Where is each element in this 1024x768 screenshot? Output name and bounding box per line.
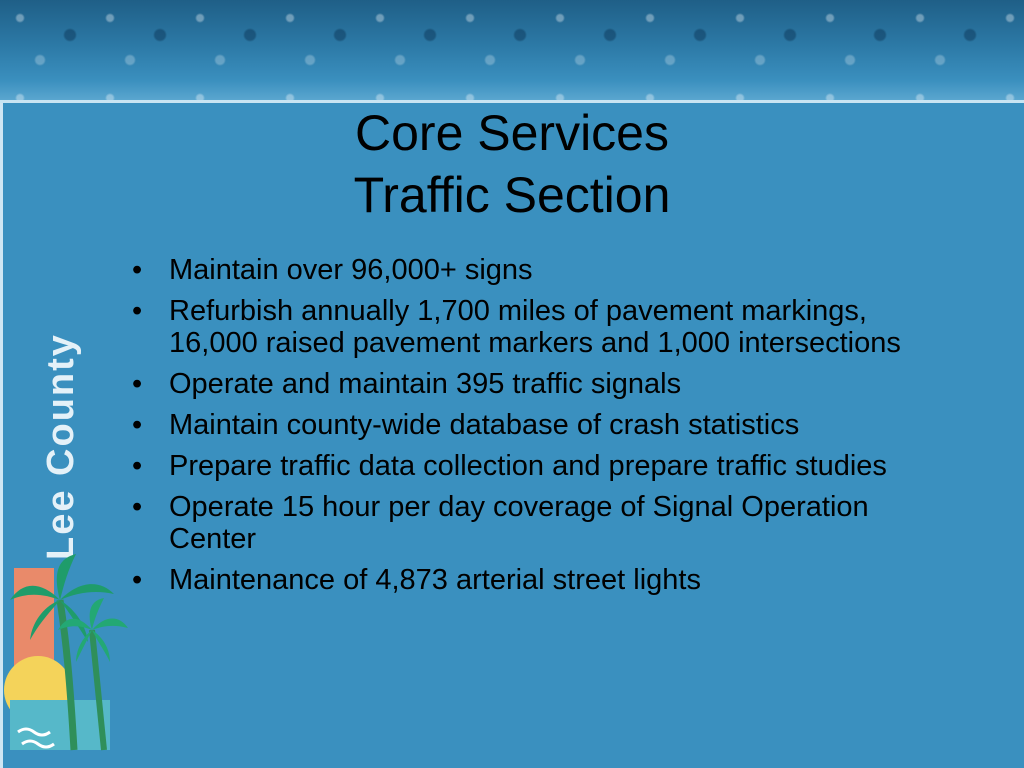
- title-line-1: Core Services: [355, 105, 669, 161]
- lee-county-logo-text: Lee County: [40, 333, 82, 560]
- bullet-list: [128, 254, 928, 605]
- title-line-2: Traffic Section: [353, 167, 671, 223]
- bullet-item: • Prepare traffic data collection and prepare traffic studies: [128, 450, 928, 482]
- bullet-item: • Maintenance of 4,873 arterial street lights: [128, 564, 928, 596]
- slide-title: [0, 102, 1024, 226]
- bullet-item: • Operate and maintain 395 traffic signals: [128, 368, 928, 400]
- bullet-item: • Maintain county-wide database of crash statistics: [128, 409, 928, 441]
- bullet-item: • Maintain over 96,000+ signs: [128, 254, 928, 286]
- palm-tree-sunset-logo-icon: [0, 300, 130, 760]
- header-water-banner: [0, 0, 1024, 100]
- bullet-item: • Refurbish annually 1,700 miles of pavement markings, 16,000 raised pavement markers and 1,000 intersections: [128, 295, 928, 359]
- bullet-item: • Operate 15 hour per day coverage of Signal Operation Center: [128, 491, 928, 555]
